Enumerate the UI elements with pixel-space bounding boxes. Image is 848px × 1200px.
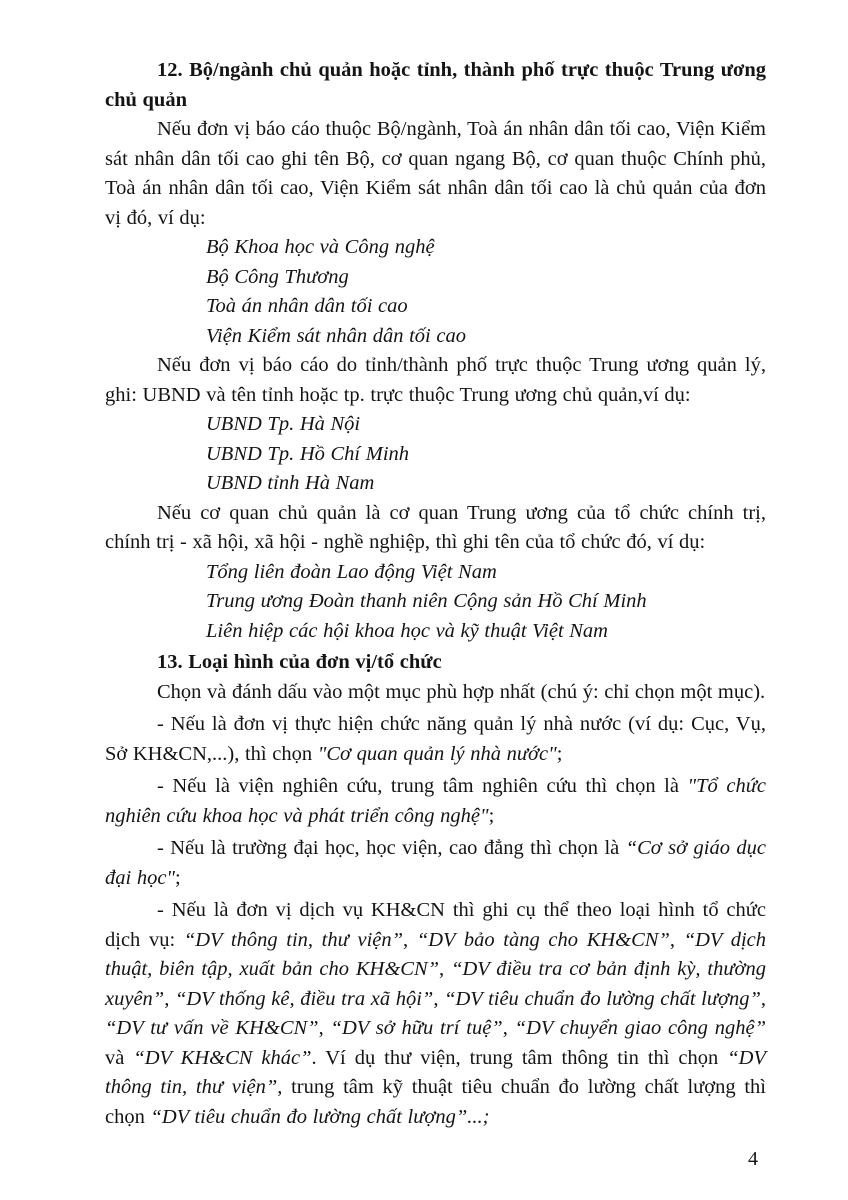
- example-line: Bộ Công Thương: [206, 265, 349, 288]
- example-line: Toà án nhân dân tối cao: [206, 295, 408, 317]
- example-line: UBND tỉnh Hà Nam: [206, 472, 375, 494]
- example-line: Tổng liên đoàn Lao động Việt Nam: [206, 560, 497, 583]
- bullet-text: ,: [403, 928, 417, 951]
- bullet-text: - Nếu là viện nghiên cứu, trung tâm nghiên cứu thì chọn là: [157, 775, 688, 797]
- bullet-italic-term: “DV dịch thuật, biên tập, xuất bản cho KH&CN”: [105, 928, 767, 980]
- bullet-italic-term: “DV tiêu chuẩn đo lường chất lượng”: [444, 987, 761, 1010]
- bullet-italic-term: “DV điều tra cơ bản định kỳ, thường xuyên”: [105, 958, 766, 1010]
- section-13-bullet-2: [105, 772, 766, 831]
- example-line: Bộ Khoa học và Công nghệ: [206, 236, 435, 258]
- bullet-text: - Nếu là đơn vị dịch vụ KH&CN thì ghi cụ thể theo loại hình tổ chức dịch vụ:: [105, 899, 766, 951]
- bullet-italic-term: "Cơ quan quản lý nhà nước": [317, 742, 557, 765]
- section-13-bullet-1: [105, 710, 766, 769]
- bullet-italic-term: “DV bảo tàng cho KH&CN”: [416, 928, 670, 951]
- section-13-heading: 13. Loại hình của đơn vị/tổ chức: [157, 651, 442, 673]
- example-line: UBND Tp. Hà Nội: [206, 413, 361, 435]
- bullet-italic-term: “DV chuyển giao công nghệ”: [514, 1017, 766, 1039]
- example-line: Liên hiệp các hội khoa học và kỹ thuật Việt Nam: [206, 619, 608, 642]
- section-12-paragraph-1: Nếu đơn vị báo cáo thuộc Bộ/ngành, Toà án nhân dân tối cao, Viện Kiểm sát nhân dân tối cao ghi tên Bộ, cơ quan ngang Bộ, cơ quan thuộc Chính phủ, Toà án nhân dân tối cao, Viện Kiểm sát nhân dân tối cao là chủ quản của đơn vị đó, ví dụ:: [105, 118, 766, 229]
- section-12-paragraph-3: Nếu cơ quan chủ quản là cơ quan Trung ương của tổ chức chính trị, chính trị - xã hội, xã hội - nghề nghiệp, thì ghi tên của tổ chức đó, ví dụ:: [105, 501, 766, 553]
- bullet-text: ;: [175, 866, 181, 889]
- bullet-text: . Ví dụ thư viện, trung tâm thông tin thì chọn: [311, 1046, 728, 1069]
- bullet-italic-term: “DV KH&CN khác”: [133, 1046, 312, 1069]
- section-12-heading: 12. Bộ/ngành chủ quản hoặc tỉnh, thành phố trực thuộc Trung ương chủ quản: [105, 59, 766, 111]
- bullet-italic-term: “DV thống kê, điều tra xã hội”: [174, 987, 434, 1010]
- bullet-text: và: [105, 1046, 134, 1069]
- bullet-text: ;: [556, 742, 563, 765]
- bullet-text: ,: [760, 987, 767, 1010]
- bullet-italic-term: “DV tiêu chuẩn đo lường chất lượng”: [150, 1105, 468, 1128]
- bullet-text: ,: [164, 987, 175, 1010]
- bullet-text: ,: [439, 958, 452, 980]
- bullet-text: - Nếu là đơn vị thực hiện chức năng quản lý nhà nước (ví dụ: Cục, Vụ, Sở KH&CN,...), thì chọn: [105, 713, 766, 765]
- bullet-text: , trung tâm kỹ thuật tiêu chuẩn đo lường chất lượng thì chọn: [105, 1076, 766, 1128]
- example-line: Trung ương Đoàn thanh niên Cộng sản Hồ Chí Minh: [206, 590, 647, 612]
- bullet-italic-term: “Cơ sở giáo dục đại học": [105, 837, 766, 889]
- bullet-italic-term: “DV tư vấn về KH&CN”: [105, 1017, 319, 1039]
- bullet-italic-term: “DV sở hữu trí tuệ”: [330, 1017, 503, 1039]
- example-line: UBND Tp. Hồ Chí Minh: [206, 442, 410, 465]
- bullet-text: ;: [488, 804, 495, 827]
- bullet-italic-term: "Tổ chức nghiên cứu khoa học và phát triển công nghệ": [105, 775, 766, 827]
- page-number: 4: [748, 1148, 758, 1170]
- bullet-text: ,: [502, 1017, 515, 1039]
- section-13-bullet-3: [105, 834, 766, 893]
- bullet-text: ,: [669, 928, 684, 951]
- bullet-italic-term: ...;: [467, 1105, 490, 1128]
- section-12-paragraph-2: Nếu đơn vị báo cáo do tỉnh/thành phố trực thuộc Trung ương quản lý, ghi: UBND và tên tỉnh hoặc tp. trực thuộc Trung ương chủ quản,ví dụ:: [105, 354, 766, 406]
- bullet-text: - Nếu là trường đại học, học viện, cao đẳng thì chọn là: [157, 837, 626, 859]
- bullet-italic-term: “DV thông tin, thư viện”: [105, 1046, 766, 1098]
- example-line: Viện Kiểm sát nhân dân tối cao: [206, 324, 466, 347]
- bullet-text: ,: [433, 987, 445, 1010]
- section-13-bullet-4: [105, 896, 766, 1132]
- bullet-italic-term: “DV thông tin, thư viện”: [183, 928, 404, 951]
- section-13-paragraph-1: Chọn và đánh dấu vào một mục phù hợp nhất (chú ý: chỉ chọn một mục).: [157, 680, 766, 703]
- bullet-text: ,: [318, 1017, 331, 1039]
